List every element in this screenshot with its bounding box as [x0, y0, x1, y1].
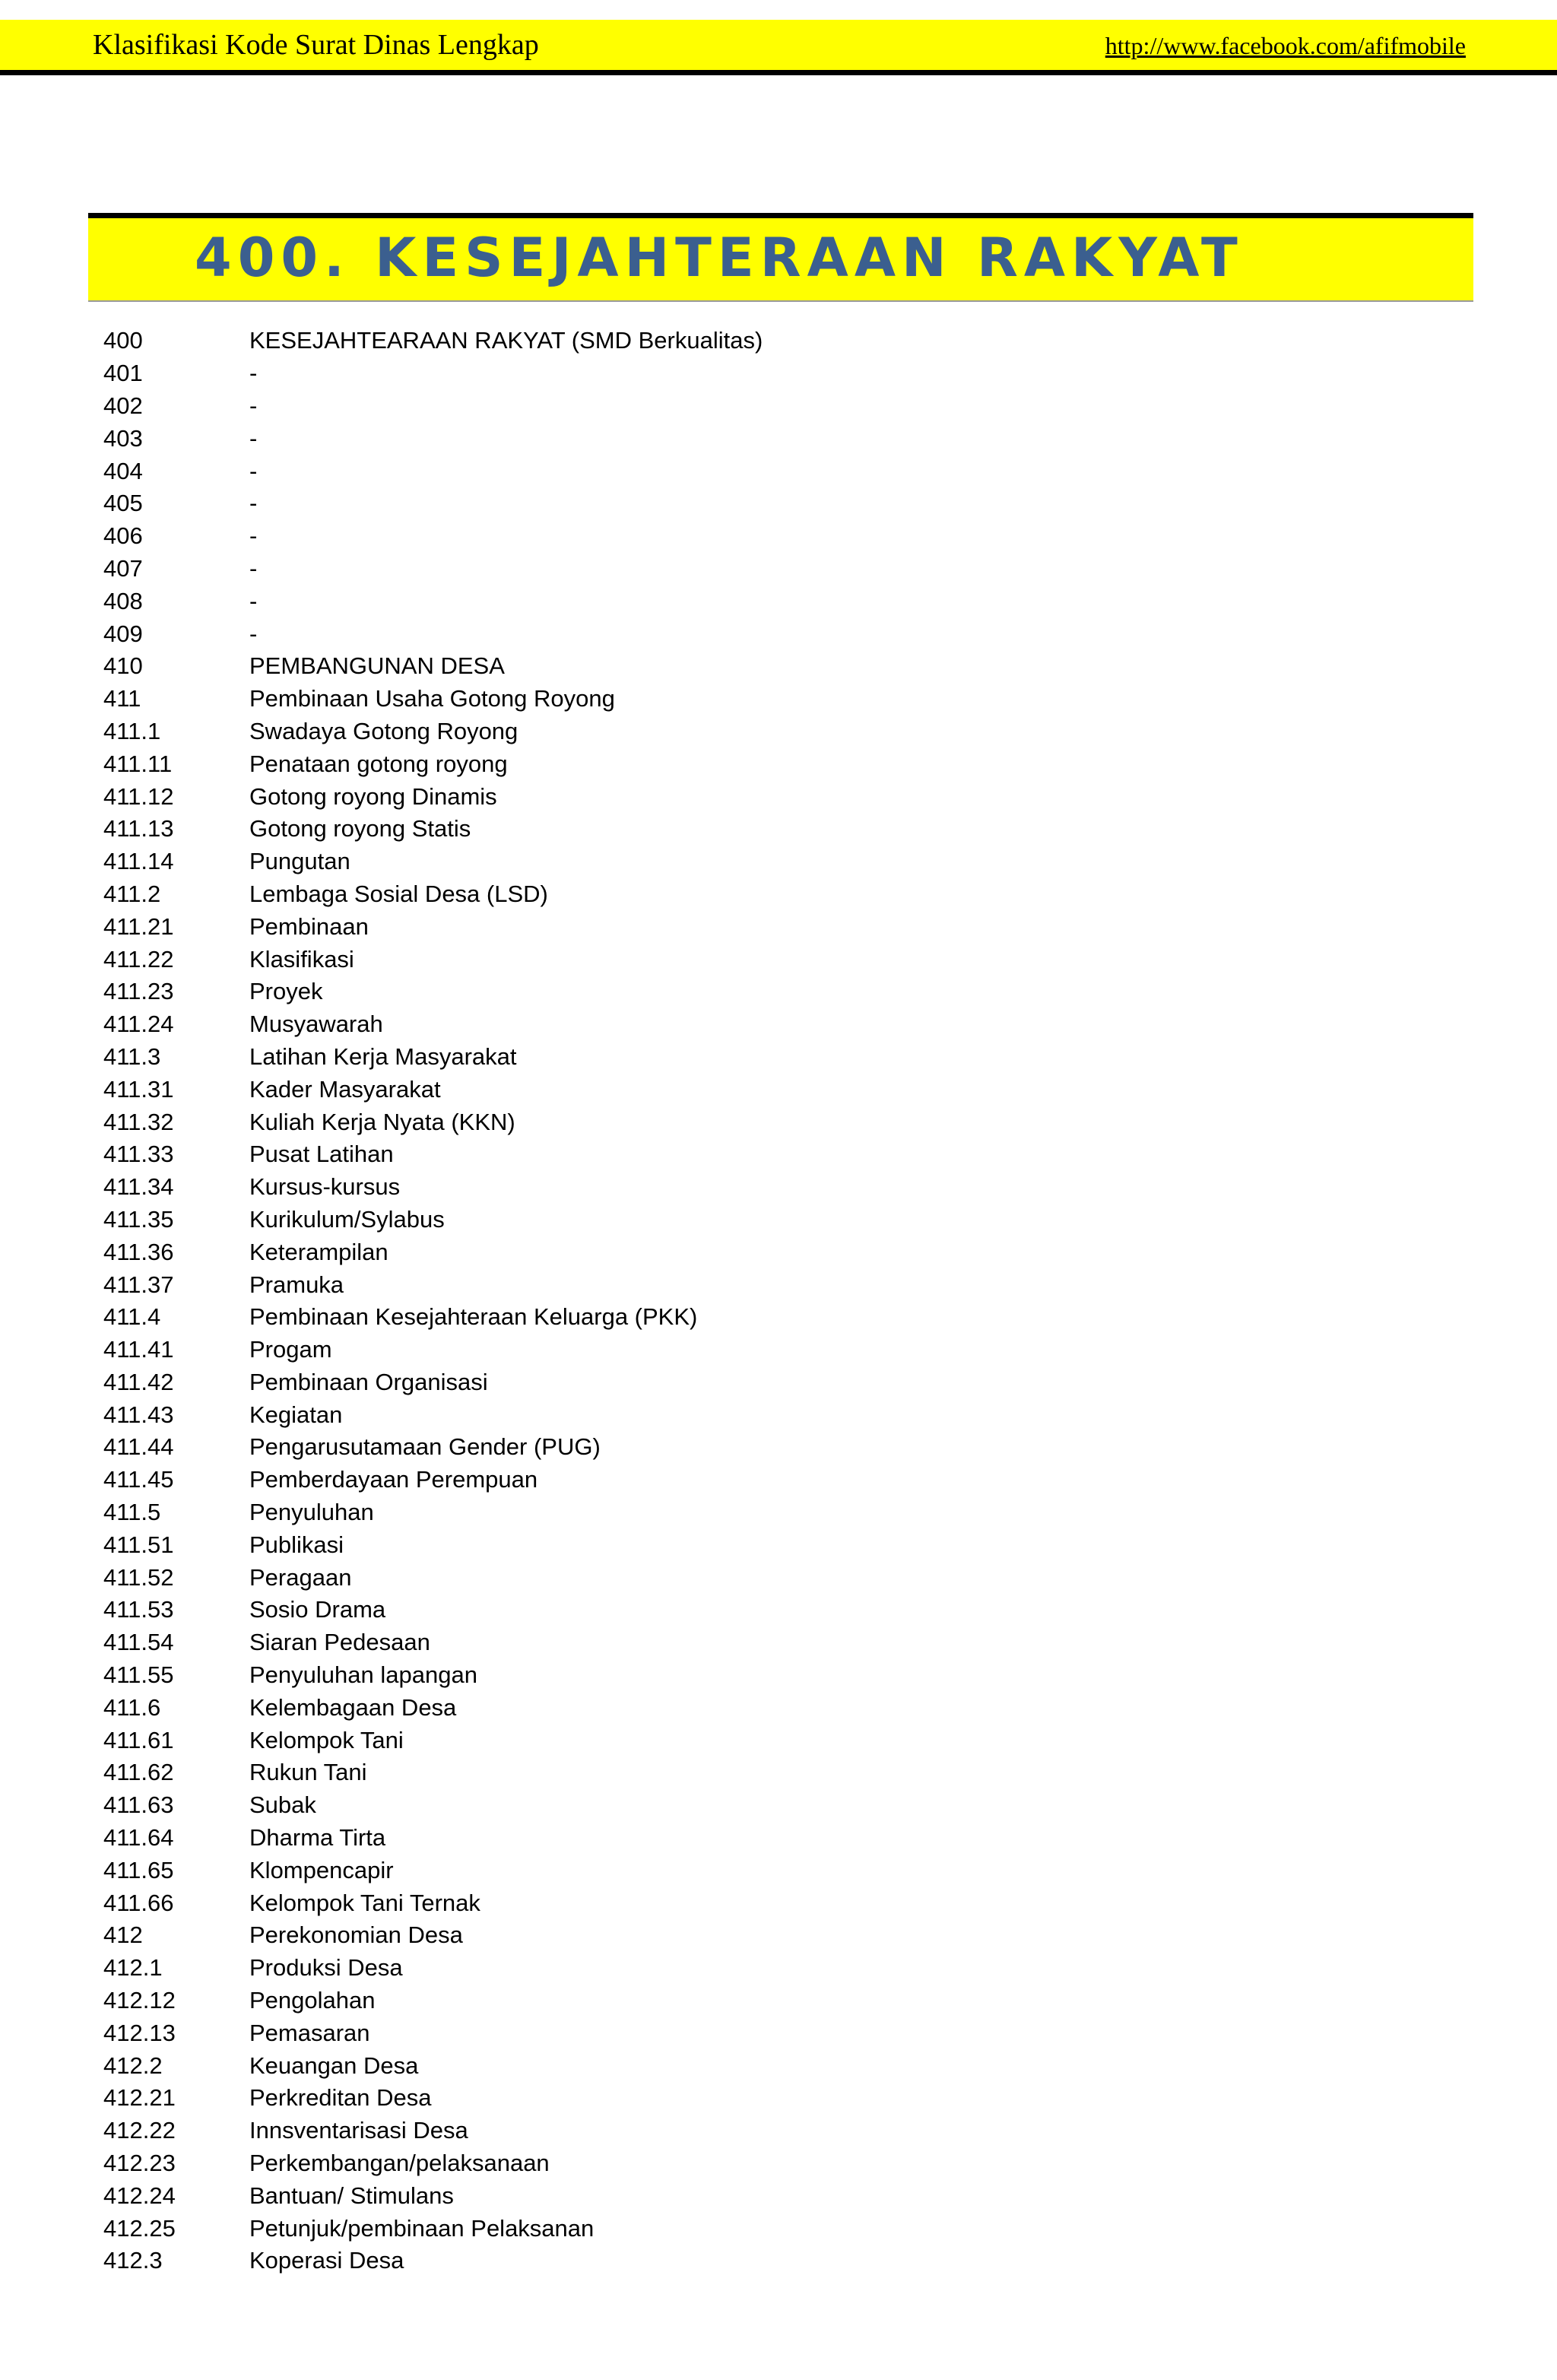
list-item: [103, 2049, 763, 2082]
list-item: [103, 2212, 763, 2245]
code-description: Bantuan/ Stimulans: [249, 2182, 454, 2209]
code-description: Pengarusutamaan Gender (PUG): [249, 1433, 601, 1461]
code-description: Koperasi Desa: [249, 2247, 404, 2274]
code-description: Rukun Tani: [249, 1759, 367, 1786]
code-number: 411.66: [103, 1889, 174, 1916]
code-number: 411.3: [103, 1042, 161, 1070]
list-item: [103, 1854, 763, 1887]
code-number: 411.21: [103, 912, 174, 940]
code-number: 411.33: [103, 1141, 174, 1168]
code-description: Kegiatan: [249, 1401, 343, 1428]
code-description: Keterampilan: [249, 1238, 388, 1265]
code-description: Pemasaran: [249, 2019, 370, 2046]
code-number: 404: [103, 457, 143, 484]
code-description: Musyawarah: [249, 1011, 383, 1038]
code-number: 412: [103, 1921, 143, 1949]
code-number: 411.55: [103, 1661, 174, 1689]
code-number: 411.23: [103, 978, 174, 1005]
list-item: [103, 1724, 763, 1756]
classification-code-list: [103, 325, 763, 2277]
code-number: 411.43: [103, 1401, 174, 1428]
list-item: [103, 1496, 763, 1529]
code-description: Latihan Kerja Masyarakat: [249, 1042, 517, 1070]
list-item: [103, 650, 763, 683]
code-description: Progam: [249, 1336, 332, 1363]
list-item: [103, 455, 763, 487]
code-description: Pembinaan Kesejahteraan Keluarga (PKK): [249, 1303, 698, 1331]
code-number: 411.53: [103, 1596, 174, 1623]
code-description: Kelompok Tani: [249, 1726, 404, 1753]
code-description: -: [249, 620, 258, 647]
code-number: 412.22: [103, 2117, 176, 2144]
list-item: [103, 1366, 763, 1399]
list-item: [103, 976, 763, 1008]
code-number: 411.63: [103, 1791, 174, 1819]
code-description: Perekonomian Desa: [249, 1921, 463, 1949]
list-item: [103, 1659, 763, 1692]
list-item: [103, 390, 763, 423]
code-description: Keuangan Desa: [249, 2052, 419, 2079]
code-number: 403: [103, 424, 143, 452]
list-item: [103, 1464, 763, 1496]
code-description: Subak: [249, 1791, 316, 1819]
code-description: -: [249, 522, 258, 550]
list-item: [103, 813, 763, 846]
code-description: Pembinaan Usaha Gotong Royong: [249, 685, 615, 712]
code-number: 412.24: [103, 2182, 176, 2209]
list-item: [103, 1204, 763, 1236]
code-number: 405: [103, 490, 143, 517]
code-number: 412.1: [103, 1954, 163, 1982]
list-item: [103, 1073, 763, 1106]
list-item: [103, 1268, 763, 1301]
code-description: Swadaya Gotong Royong: [249, 717, 518, 744]
list-item: [103, 553, 763, 585]
code-number: 411.35: [103, 1205, 174, 1233]
code-number: 411.54: [103, 1629, 174, 1656]
code-description: Kader Masyarakat: [249, 1075, 441, 1103]
document-title: Klasifikasi Kode Surat Dinas Lengkap: [93, 29, 539, 61]
list-item: [103, 1691, 763, 1724]
code-number: 411.24: [103, 1011, 174, 1038]
code-number: 411.5: [103, 1499, 161, 1526]
code-description: PEMBANGUNAN DESA: [249, 652, 505, 680]
list-item: [103, 617, 763, 650]
code-description: Penyuluhan lapangan: [249, 1661, 477, 1689]
list-item: [103, 1887, 763, 1919]
code-description: Kurikulum/Sylabus: [249, 1205, 445, 1233]
code-description: Pramuka: [249, 1271, 344, 1298]
code-number: 411.14: [103, 848, 174, 875]
section-title: 400. KESEJAHTERAAN RAKYAT: [195, 227, 1244, 289]
code-number: 411.64: [103, 1824, 174, 1852]
list-item: [103, 2115, 763, 2147]
code-description: Pengolahan: [249, 1987, 376, 2014]
list-item: [103, 1431, 763, 1464]
list-item: [103, 325, 763, 357]
code-description: Produksi Desa: [249, 1954, 403, 1982]
section-heading-band: [88, 213, 1473, 302]
code-number: 411.1: [103, 717, 161, 744]
list-item: [103, 1008, 763, 1041]
code-description: Innsventarisasi Desa: [249, 2117, 468, 2144]
code-number: 411.4: [103, 1303, 161, 1331]
code-number: 409: [103, 620, 143, 647]
list-item: [103, 2017, 763, 2049]
code-number: 412.3: [103, 2247, 163, 2274]
code-number: 411.2: [103, 880, 161, 907]
code-description: Pemberdayaan Perempuan: [249, 1466, 538, 1493]
list-item: [103, 357, 763, 390]
code-number: 406: [103, 522, 143, 550]
code-number: 411.32: [103, 1108, 174, 1135]
list-item: [103, 2082, 763, 2115]
code-description: Gotong royong Statis: [249, 815, 471, 843]
code-number: 412.12: [103, 1987, 176, 2014]
code-number: 412.23: [103, 2150, 176, 2177]
list-item: [103, 1236, 763, 1268]
list-item: [103, 1822, 763, 1855]
code-number: 411.34: [103, 1173, 174, 1201]
list-item: [103, 1106, 763, 1138]
list-item: [103, 1528, 763, 1561]
list-item: [103, 716, 763, 748]
code-description: -: [249, 360, 258, 387]
list-item: [103, 747, 763, 780]
code-description: Klompencapir: [249, 1856, 394, 1883]
code-description: Petunjuk/pembinaan Pelaksanan: [249, 2214, 595, 2242]
code-description: Penataan gotong royong: [249, 750, 508, 777]
code-description: Gotong royong Dinamis: [249, 782, 497, 810]
code-description: Perkembangan/pelaksanaan: [249, 2150, 550, 2177]
code-description: -: [249, 587, 258, 614]
code-number: 412.2: [103, 2052, 163, 2079]
code-description: Lembaga Sosial Desa (LSD): [249, 880, 548, 907]
code-description: Sosio Drama: [249, 1596, 386, 1623]
code-number: 412.13: [103, 2019, 176, 2046]
code-number: 411.13: [103, 815, 174, 843]
code-description: -: [249, 457, 258, 484]
code-number: 411.12: [103, 782, 174, 810]
list-item: [103, 2179, 763, 2212]
list-item: [103, 878, 763, 911]
code-number: 411.42: [103, 1368, 174, 1395]
code-number: 411.41: [103, 1336, 174, 1363]
list-item: [103, 1952, 763, 1985]
code-description: Perkreditan Desa: [249, 2084, 432, 2112]
code-description: -: [249, 554, 258, 582]
code-number: 411.36: [103, 1238, 174, 1265]
code-number: 411.51: [103, 1531, 174, 1558]
list-item: [103, 1789, 763, 1822]
code-description: Penyuluhan: [249, 1499, 374, 1526]
code-description: Dharma Tirta: [249, 1824, 386, 1852]
code-number: 412.25: [103, 2214, 176, 2242]
list-item: [103, 1334, 763, 1366]
code-number: 411.62: [103, 1759, 174, 1786]
list-item: [103, 846, 763, 878]
list-item: [103, 1561, 763, 1594]
code-description: Proyek: [249, 978, 323, 1005]
code-description: Kuliah Kerja Nyata (KKN): [249, 1108, 515, 1135]
code-number: 400: [103, 327, 143, 354]
list-item: [103, 2245, 763, 2277]
list-item: [103, 910, 763, 943]
list-item: [103, 1398, 763, 1431]
code-description: -: [249, 392, 258, 419]
code-number: 410: [103, 652, 143, 680]
code-number: 411.61: [103, 1726, 174, 1753]
code-number: 411.65: [103, 1856, 174, 1883]
code-number: 411.6: [103, 1693, 161, 1721]
code-number: 407: [103, 554, 143, 582]
list-item: [103, 1171, 763, 1204]
list-item: [103, 780, 763, 813]
facebook-link[interactable]: http://www.facebook.com/afifmobile: [1105, 32, 1466, 59]
list-item: [103, 1138, 763, 1171]
list-item: [103, 1301, 763, 1334]
code-description: Pusat Latihan: [249, 1141, 394, 1168]
code-number: 411.22: [103, 945, 174, 973]
code-description: Kursus-kursus: [249, 1173, 401, 1201]
list-item: [103, 1594, 763, 1626]
code-description: Klasifikasi: [249, 945, 354, 973]
list-item: [103, 422, 763, 455]
code-description: -: [249, 490, 258, 517]
list-item: [103, 683, 763, 716]
list-item: [103, 1626, 763, 1659]
code-description: Kelembagaan Desa: [249, 1693, 457, 1721]
list-item: [103, 487, 763, 520]
list-item: [103, 1985, 763, 2017]
code-number: 408: [103, 587, 143, 614]
code-number: 411.31: [103, 1075, 174, 1103]
list-item: [103, 1919, 763, 1952]
list-item: [103, 2147, 763, 2180]
code-description: Pembinaan Organisasi: [249, 1368, 488, 1395]
code-number: 411.44: [103, 1433, 174, 1461]
list-item: [103, 1756, 763, 1789]
code-number: 401: [103, 360, 143, 387]
code-number: 402: [103, 392, 143, 419]
code-number: 411.45: [103, 1466, 174, 1493]
list-item: [103, 585, 763, 617]
code-description: Pembinaan: [249, 912, 369, 940]
list-item: [103, 1041, 763, 1074]
code-description: Siaran Pedesaan: [249, 1629, 430, 1656]
code-description: Peragaan: [249, 1563, 352, 1591]
code-number: 411.52: [103, 1563, 174, 1591]
code-number: 412.21: [103, 2084, 176, 2112]
code-description: Kelompok Tani Ternak: [249, 1889, 480, 1916]
code-number: 411.37: [103, 1271, 174, 1298]
list-item: [103, 943, 763, 976]
code-description: Pungutan: [249, 848, 350, 875]
code-number: 411.11: [103, 750, 173, 777]
code-number: 411: [103, 685, 141, 712]
list-item: [103, 520, 763, 553]
code-description: -: [249, 424, 258, 452]
code-description: Publikasi: [249, 1531, 344, 1558]
code-description: KESEJAHTEARAAN RAKYAT (SMD Berkualitas): [249, 327, 763, 354]
